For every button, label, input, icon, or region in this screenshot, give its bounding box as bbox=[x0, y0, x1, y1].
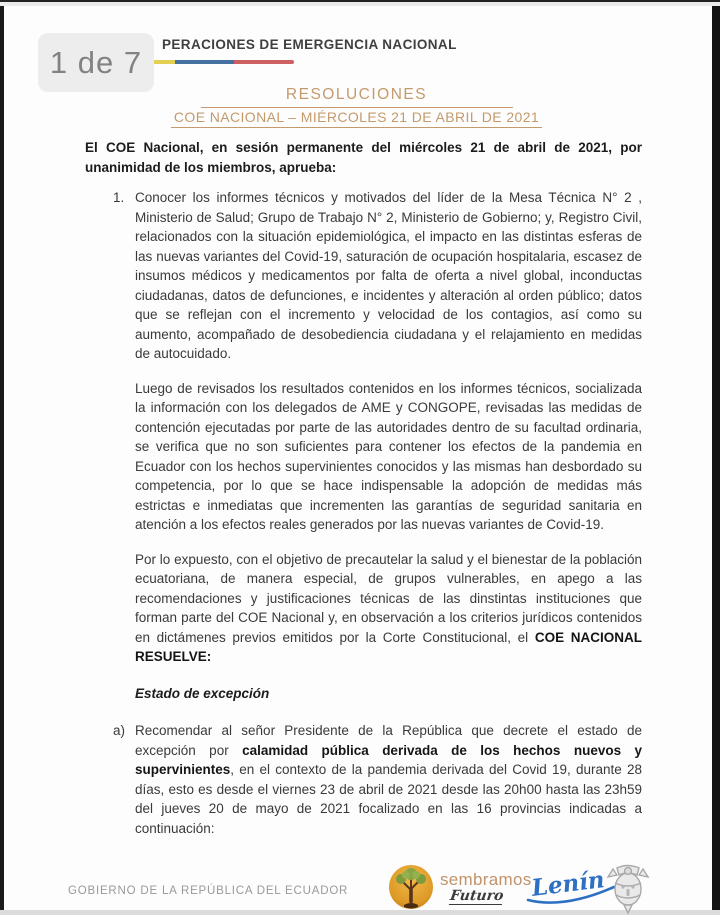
scan-edge-right bbox=[712, 0, 720, 915]
page-indicator-label: 1 de 7 bbox=[49, 44, 143, 80]
lenin-signature-text: Lenín bbox=[530, 867, 606, 902]
document-subtitle: COE NACIONAL – MIÉRCOLES 21 DE ABRIL DE 2021 bbox=[171, 108, 542, 128]
paragraph-3-text: Por lo expuesto, con el objetivo de precautelar la salud y el bienestar de la población ecuatoriana, de manera especial, de grupos vulnerables, en apego a las recomendaciones y justificaciones técnicas de las dinstintas instituciones que forman parte del COE Nacional y, en observación a los criterios jurídicos contenidos en dictámenes previos emitidos por la Corte Constitucional, el bbox=[135, 551, 642, 645]
item-1-paragraph-2: Luego de revisados los resultados contenidos en los informes técnicos, socializada la información con los delegados de AME y CONGOPE, revisadas las medidas de contención ejecutadas por parte de las autoridades dentro de su facultad ordinaria, se verifica que no son suficientes para contener los efectos de la pandemia en Ecuador con los hechos supervinientes conocidos y las mismas han desbordado su competencia, por lo que se hace indispensable la adopción de medidas más estrictas e inmediatas que incrementen las garantías de seguridad sanitaria en atención a los efectos reales generados por las nuevas variantes de Covid-19. bbox=[135, 380, 642, 532]
sembramos-wordmark bbox=[440, 871, 532, 905]
flag-segment-red bbox=[234, 60, 294, 64]
lettered-item-a bbox=[85, 721, 642, 838]
item-1-paragraph-1: Conocer los informes técnicos y motivados del líder de la Mesa Técnica N° 2 , Ministerio de Salud; Grupo de Trabajo N° 2, Ministerio de Gobierno; y, Registro Civil, relacionados con la situación epidemiológica, el impacto en las distintas esferas de las nuevas variantes del Covid-19, saturación de ocupación hospitalaria, escasez de insumos médicos y medicamentos por falta de oferta a nivel global, inconductas ciudadanas, datos de defunciones, e incidentes y alteración al orden público; datos que se reflejan con el incremento y velocidad de los contagios, así como su aumento, acompañado de desobediencia ciudadana y el relajamiento en medidas de autocuidado. bbox=[135, 190, 642, 361]
page-indicator-badge bbox=[38, 33, 154, 92]
sembramos-word: sembramos bbox=[440, 870, 532, 889]
sembramos-futuro-logo bbox=[388, 863, 532, 913]
coe-resuelve-bold: COE NACIONAL RESUELVE: bbox=[135, 629, 642, 664]
item-a-text-after: , en el contexto de la pandemia derivada del Covid 19, durante 28 días, esto es desde el viernes 23 de abril de 2021 desde las 20h00 hasta las 23h59 del jueves 20 de mayo de 2021 focalizado en las 16 provincias indicadas a continuación: bbox=[135, 762, 642, 836]
sembramos-tree-icon bbox=[388, 863, 434, 913]
item-a-paragraph bbox=[135, 721, 642, 838]
item-1-paragraph-3 bbox=[135, 550, 642, 667]
document-body bbox=[85, 138, 642, 838]
item-number: 1. bbox=[113, 190, 125, 205]
document-footer bbox=[0, 855, 713, 915]
document-title: RESOLUCIONES bbox=[201, 86, 513, 108]
item-a-bold: calamidad pública derivada de los hechos nuevos y supervinientes bbox=[135, 742, 642, 777]
item-1-body bbox=[135, 188, 642, 667]
item-a-text-before: Recomendar al señor Presidente de la República que decrete el estado de excepción por bbox=[135, 723, 642, 758]
letterhead-org-line: PERACIONES DE EMERGENCIA NACIONAL bbox=[162, 37, 457, 52]
flag-segment-blue bbox=[175, 60, 234, 64]
futuro-word: Futuro bbox=[449, 888, 505, 904]
section-heading-estado-de-excepcion: Estado de excepción bbox=[135, 685, 270, 701]
government-footer-text: GOBIERNO DE LA REPÚBLICA DEL ECUADOR bbox=[68, 885, 349, 897]
item-letter: a) bbox=[113, 723, 126, 738]
ecuador-coat-of-arms-icon bbox=[605, 863, 651, 915]
item-a-body bbox=[135, 721, 642, 838]
scan-edge-left bbox=[0, 0, 4, 915]
document-title-block bbox=[0, 86, 713, 128]
coat-of-arms-svg bbox=[605, 863, 651, 915]
ecuador-flag-line-icon bbox=[147, 60, 294, 64]
scan-edge-top-light bbox=[0, 2, 720, 6]
numbered-item-1 bbox=[85, 188, 642, 667]
intro-paragraph: El COE Nacional, en sesión permanente del miércoles 21 de abril de 2021, por unanimidad de los miembros, aprueba: bbox=[85, 140, 642, 175]
